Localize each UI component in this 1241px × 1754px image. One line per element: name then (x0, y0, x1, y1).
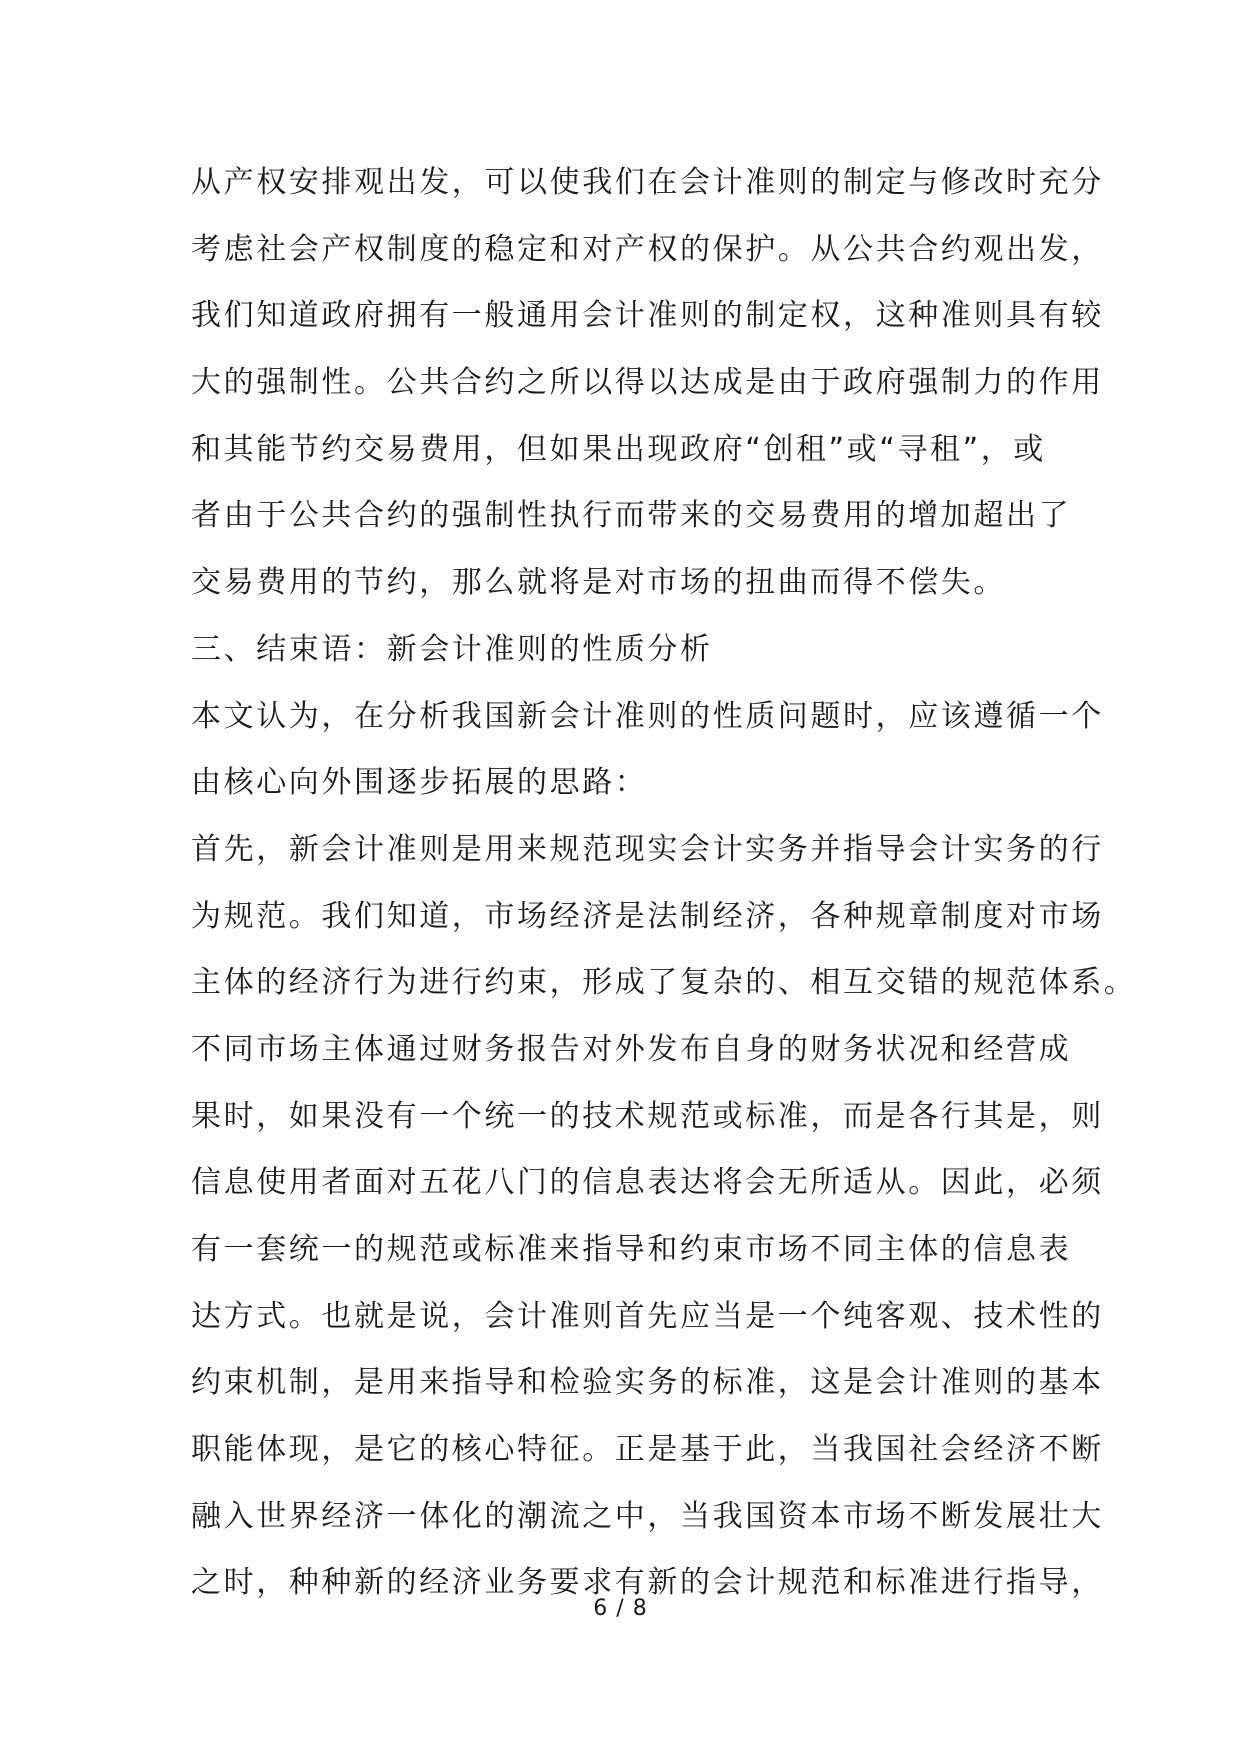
text-line: 主体的经济行为进行约束，形成了复杂的、相互交错的规范体系。 (191, 965, 1137, 1001)
text-line: 达方式。也就是说，会计准则首先应当是一个纯客观、技术性的 (191, 1298, 1104, 1334)
text-line: 果时，如果没有一个统一的技术规范或标准，而是各行其是，则 (191, 1098, 1104, 1134)
text-line: 信息使用者面对五花八门的信息表达将会无所适从。因此，必须 (191, 1165, 1104, 1201)
text-line: 交易费用的节约，那么就将是对市场的扭曲而得不偿失。 (191, 565, 1006, 601)
text-line: 考虑社会产权制度的稳定和对产权的保护。从公共合约观出发， (191, 231, 1104, 267)
text-line: 首先，新会计准则是用来规范现实会计实务并指导会计实务的行 (191, 831, 1104, 867)
text-line: 和其能节约交易费用，但如果出现政府“创租”或“寻租”，或 (191, 431, 1046, 467)
text-line: 之时，种种新的经济业务要求有新的会计规范和标准进行指导， (191, 1565, 1104, 1601)
page-number: 6 / 8 (593, 1596, 648, 1621)
text-line: 职能体现，是它的核心特征。正是基于此，当我国社会经济不断 (191, 1432, 1104, 1468)
text-line: 约束机制，是用来指导和检验实务的标准，这是会计准则的基本 (191, 1365, 1104, 1401)
text-line: 为规范。我们知道，市场经济是法制经济，各种规章制度对市场 (191, 898, 1104, 934)
text-line: 有一套统一的规范或标准来指导和约束市场不同主体的信息表 (191, 1232, 1072, 1267)
text-line: 本文认为，在分析我国新会计准则的性质问题时，应该遵循一个 (191, 698, 1104, 734)
text-line: 融入世界经济一体化的潮流之中，当我国资本市场不断发展壮大 (191, 1498, 1104, 1534)
text-line: 大的强制性。公共合约之所以得以达成是由于政府强制力的作用 (191, 365, 1104, 401)
text-line: 不同市场主体通过财务报告对外发布自身的财务状况和经营成 (191, 1031, 1072, 1067)
text-line: 从产权安排观出发，可以使我们在会计准则的制定与修改时充分 (191, 165, 1104, 200)
section-heading: 三、结束语：新会计准则的性质分析 (191, 631, 713, 667)
text-line: 由核心向外围逐步拓展的思路： (191, 765, 648, 801)
body-text (191, 150, 1137, 1617)
text-line: 者由于公共合约的强制性执行而带来的交易费用的增加超出了 (191, 498, 1072, 534)
text-line: 我们知道政府拥有一般通用会计准则的制定权，这种准则具有较 (191, 298, 1104, 334)
